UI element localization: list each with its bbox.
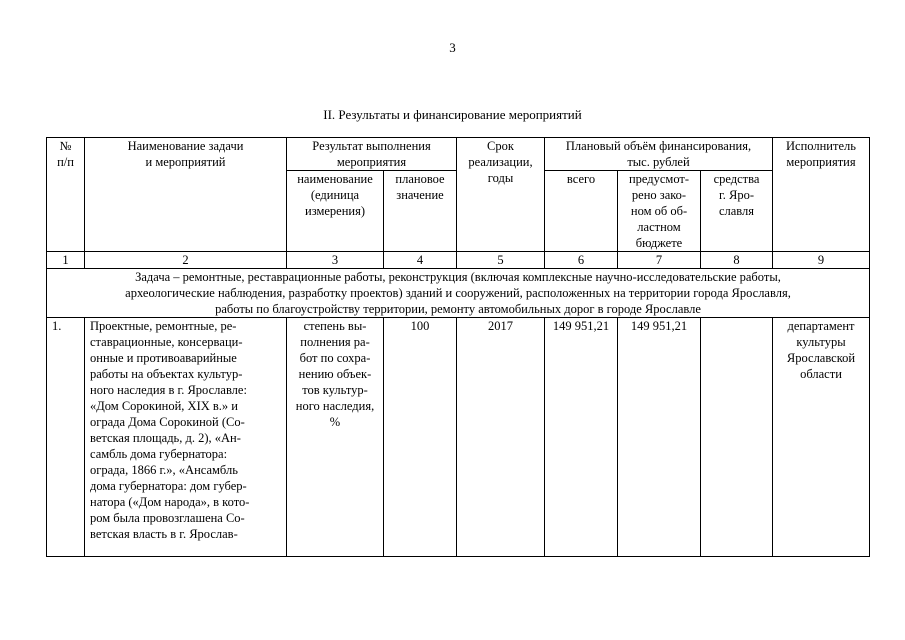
text-line: славля xyxy=(718,204,755,218)
text-line: рено зако- xyxy=(631,188,687,202)
column-number: 2 xyxy=(85,252,287,269)
row-number: 1. xyxy=(47,318,85,557)
text-line: предусмот- xyxy=(628,172,690,186)
header-city-funds xyxy=(701,171,773,252)
executor xyxy=(773,318,870,557)
column-number: 5 xyxy=(457,252,545,269)
text-line: мероприятия xyxy=(786,155,856,169)
text-line: № xyxy=(59,139,72,153)
text-line: тов культур- xyxy=(302,383,368,397)
header-row-1 xyxy=(47,138,870,171)
header-executor xyxy=(773,138,870,252)
text-line: ластном xyxy=(637,220,681,234)
column-number: 3 xyxy=(287,252,384,269)
text-line: ного наследия, xyxy=(295,399,375,413)
text-line: реализации, xyxy=(468,155,533,169)
regional-budget-amount: 149 951,21 xyxy=(618,318,701,557)
text-line: самбль дома губернатора: xyxy=(90,447,228,461)
text-line: Исполнитель xyxy=(786,139,856,153)
text-line: бюджете xyxy=(635,236,683,250)
text-line: ветская площадь, д. 2), «Ан- xyxy=(90,431,241,445)
text-line: ном об об- xyxy=(630,204,688,218)
column-number: 7 xyxy=(618,252,701,269)
header-regional-budget xyxy=(618,171,701,252)
text-line: средства xyxy=(713,172,760,186)
text-line: дома губернатора: дом губер- xyxy=(90,479,247,493)
planned-value: 100 xyxy=(384,318,457,557)
text-line: онные и противоаварийные xyxy=(90,351,237,365)
text-line: ограда Дома Сорокиной (Со- xyxy=(90,415,245,429)
text-line: плановое xyxy=(395,172,445,186)
text-line: Задача – ремонтные, реставрационные работы, реконструкция (включая комплексные научно-исследовательские работы, xyxy=(135,270,781,284)
section-title: II. Результаты и финансирование мероприятий xyxy=(323,107,582,122)
header-result-group xyxy=(287,138,457,171)
header-indicator-name xyxy=(287,171,384,252)
column-number-row xyxy=(47,252,870,269)
text-line: культуры xyxy=(796,335,846,349)
text-line: тыс. рублей xyxy=(627,155,690,169)
text-line: степень вы- xyxy=(303,319,367,333)
column-number: 8 xyxy=(701,252,773,269)
text-line: нению объек- xyxy=(298,367,372,381)
text-line: «Дом Сорокиной, XIX в.» и xyxy=(90,399,238,413)
text-line: ветская власть в г. Ярослав- xyxy=(90,527,238,541)
text-line: Наименование задачи xyxy=(127,139,244,153)
text-line: годы xyxy=(487,171,514,185)
text-line: ного наследия в г. Ярославле: xyxy=(90,383,247,397)
term: 2017 xyxy=(457,318,545,557)
column-number: 4 xyxy=(384,252,457,269)
header-term xyxy=(457,138,545,252)
column-number: 6 xyxy=(545,252,618,269)
text-line: наименование xyxy=(297,172,373,186)
text-line: значение xyxy=(396,188,444,202)
text-line: % xyxy=(329,415,341,429)
text-line: мероприятия xyxy=(336,155,407,169)
page-number: 3 xyxy=(449,40,456,55)
text-line: ром была провозглашена Со- xyxy=(90,511,245,525)
text-line: бот по сохра- xyxy=(299,351,371,365)
indicator-name xyxy=(287,318,384,557)
text-line: Проектные, ремонтные, ре- xyxy=(90,319,237,333)
activity-name xyxy=(85,318,287,557)
text-line: Результат выполнения xyxy=(312,139,431,153)
text-line: измерения) xyxy=(305,204,365,218)
text-line: работы на объектах культур- xyxy=(90,367,243,381)
text-line: области xyxy=(800,367,842,381)
text-line: полнения ра- xyxy=(300,335,370,349)
text-line: археологические наблюдения, разработку проектов) зданий и сооружений, расположенных на территории города Ярославля, xyxy=(125,286,791,300)
task-row xyxy=(47,269,870,318)
column-number: 1 xyxy=(47,252,85,269)
header-name xyxy=(85,138,287,252)
text-line: п/п xyxy=(57,155,74,169)
header-planned-value xyxy=(384,171,457,252)
text-line: ставрационные, консервaци- xyxy=(90,335,243,349)
table-row xyxy=(47,318,870,557)
text-line: г. Яро- xyxy=(719,188,754,202)
text-line: всего xyxy=(566,172,596,186)
text-line: Плановый объём финансирования, xyxy=(565,139,752,153)
text-line: Срок xyxy=(487,139,514,153)
results-financing-table xyxy=(46,137,870,557)
text-line: департамент xyxy=(787,319,855,333)
column-number: 9 xyxy=(773,252,870,269)
text-line: (единица xyxy=(310,188,360,202)
text-line: работы по благоустройству территории, ремонту автомобильных дорог в городе Ярославле xyxy=(215,302,701,316)
header-number xyxy=(47,138,85,252)
task-description xyxy=(47,269,870,318)
header-financing-group xyxy=(545,138,773,171)
text-line: натора («Дом народа», в кото- xyxy=(90,495,250,509)
header-total xyxy=(545,171,618,252)
city-funds-amount xyxy=(701,318,773,557)
text-line: ограда, 1866 г.», «Ансамбль xyxy=(90,463,238,477)
text-line: и мероприятий xyxy=(145,155,226,169)
text-line: Ярославской xyxy=(786,351,856,365)
total-amount: 149 951,21 xyxy=(545,318,618,557)
